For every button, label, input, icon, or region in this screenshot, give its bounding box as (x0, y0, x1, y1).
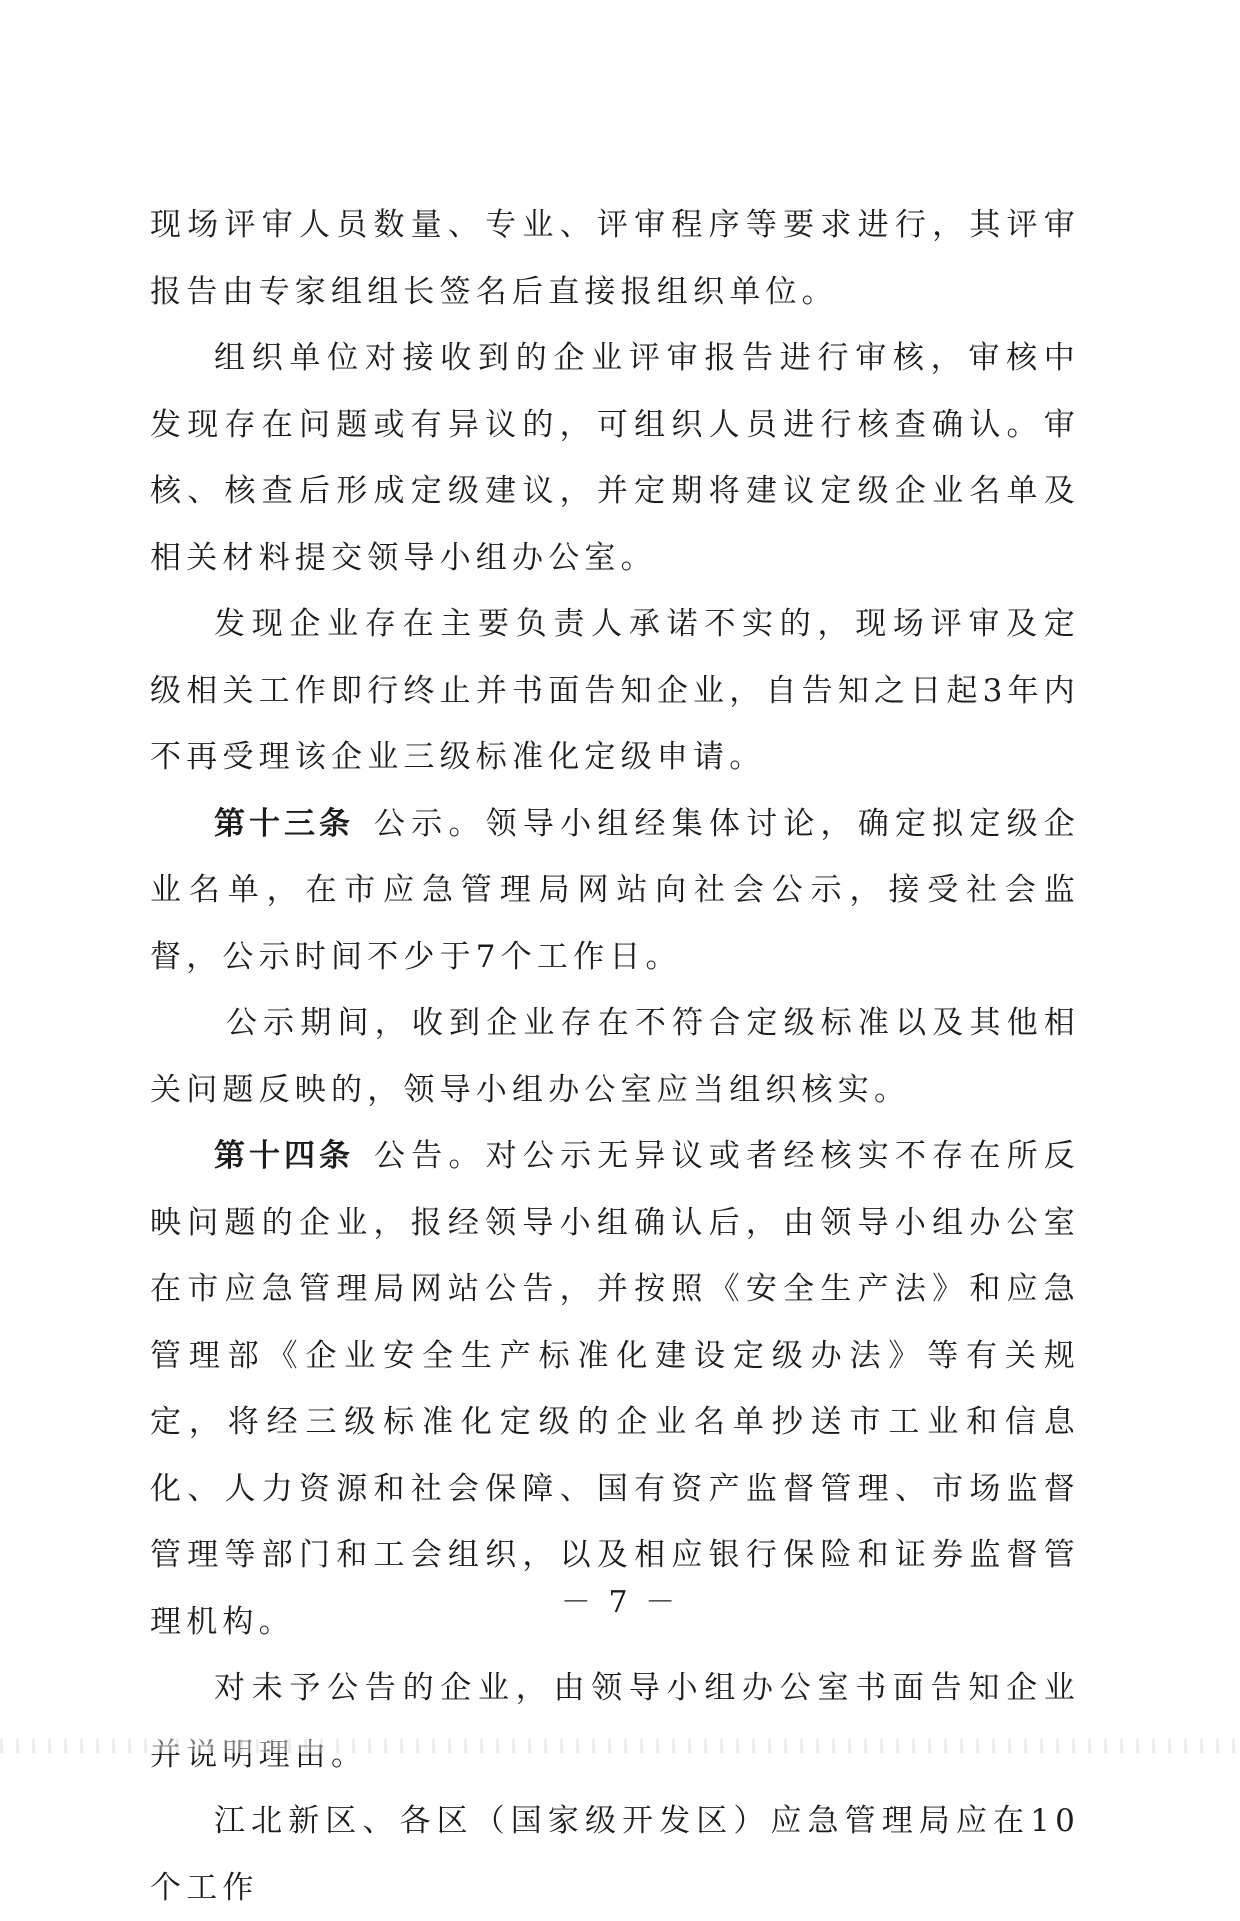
paragraph-false-commitment (150, 591, 1080, 791)
article-number: 第十三条 (214, 805, 355, 842)
paragraph-district-bureaus (150, 1788, 1080, 1921)
paragraph-not-announced (150, 1655, 1080, 1788)
paragraph-text: 对未予公告的企业，由领导小组办公室书面告知企业并说明理由。 (150, 1670, 1080, 1773)
paragraph-article-13 (150, 791, 1080, 991)
paragraph-text: 公示期间，收到企业存在不符合定级标准以及其他相关问题反映的，领导小组办公室应当组织核实。 (150, 1005, 1080, 1108)
paragraph-review-audit (150, 325, 1080, 591)
paragraph-text: 发现企业存在主要负责人承诺不实的，现场评审及定级相关工作即行终止并书面告知企业，自告知之日起3年内不再受理该企业三级标准化定级申请。 (150, 606, 1080, 775)
paragraph-text: 江北新区、各区（国家级开发区）应急管理局应在10个工作 (150, 1803, 1080, 1906)
paragraph-article-14 (150, 1123, 1080, 1655)
page-number: － 7 － (560, 1585, 680, 1620)
paragraph-text: 公告。对公示无异议或者经核实不存在所反映问题的企业，报经领导小组确认后，由领导小组办公室在市应急管理局网站公告，并按照《安全生产法》和应急管理部《企业安全生产标准化建设定级办法》等有关规定，将经三级标准化定级的企业名单抄送市工业和信息化、人力资源和社会保障、国有资产监督管理、市场监督管理等部门和工会组织，以及相应银行保险和证券监督管理机构。 (150, 1138, 1080, 1640)
paragraph-continuation (150, 192, 1080, 325)
scan-edge-artifact (0, 1739, 1240, 1753)
paragraph-text: 公示。领导小组经集体讨论，确定拟定级企业名单，在市应急管理局网站向社会公示，接受社会监督，公示时间不少于7个工作日。 (150, 805, 1080, 975)
paragraph-publicity-period (150, 990, 1080, 1123)
article-number: 第十四条 (214, 1138, 355, 1174)
document-body (150, 192, 1080, 1921)
paragraph-text: 现场评审人员数量、专业、评审程序等要求进行，其评审报告由专家组组长签名后直接报组织单位。 (150, 207, 1080, 310)
paragraph-text: 组织单位对接收到的企业评审报告进行审核，审核中发现存在问题或有异议的，可组织人员进行核查确认。审核、核查后形成定级建议，并定期将建议定级企业名单及相关材料提交领导小组办公室。 (150, 340, 1080, 576)
